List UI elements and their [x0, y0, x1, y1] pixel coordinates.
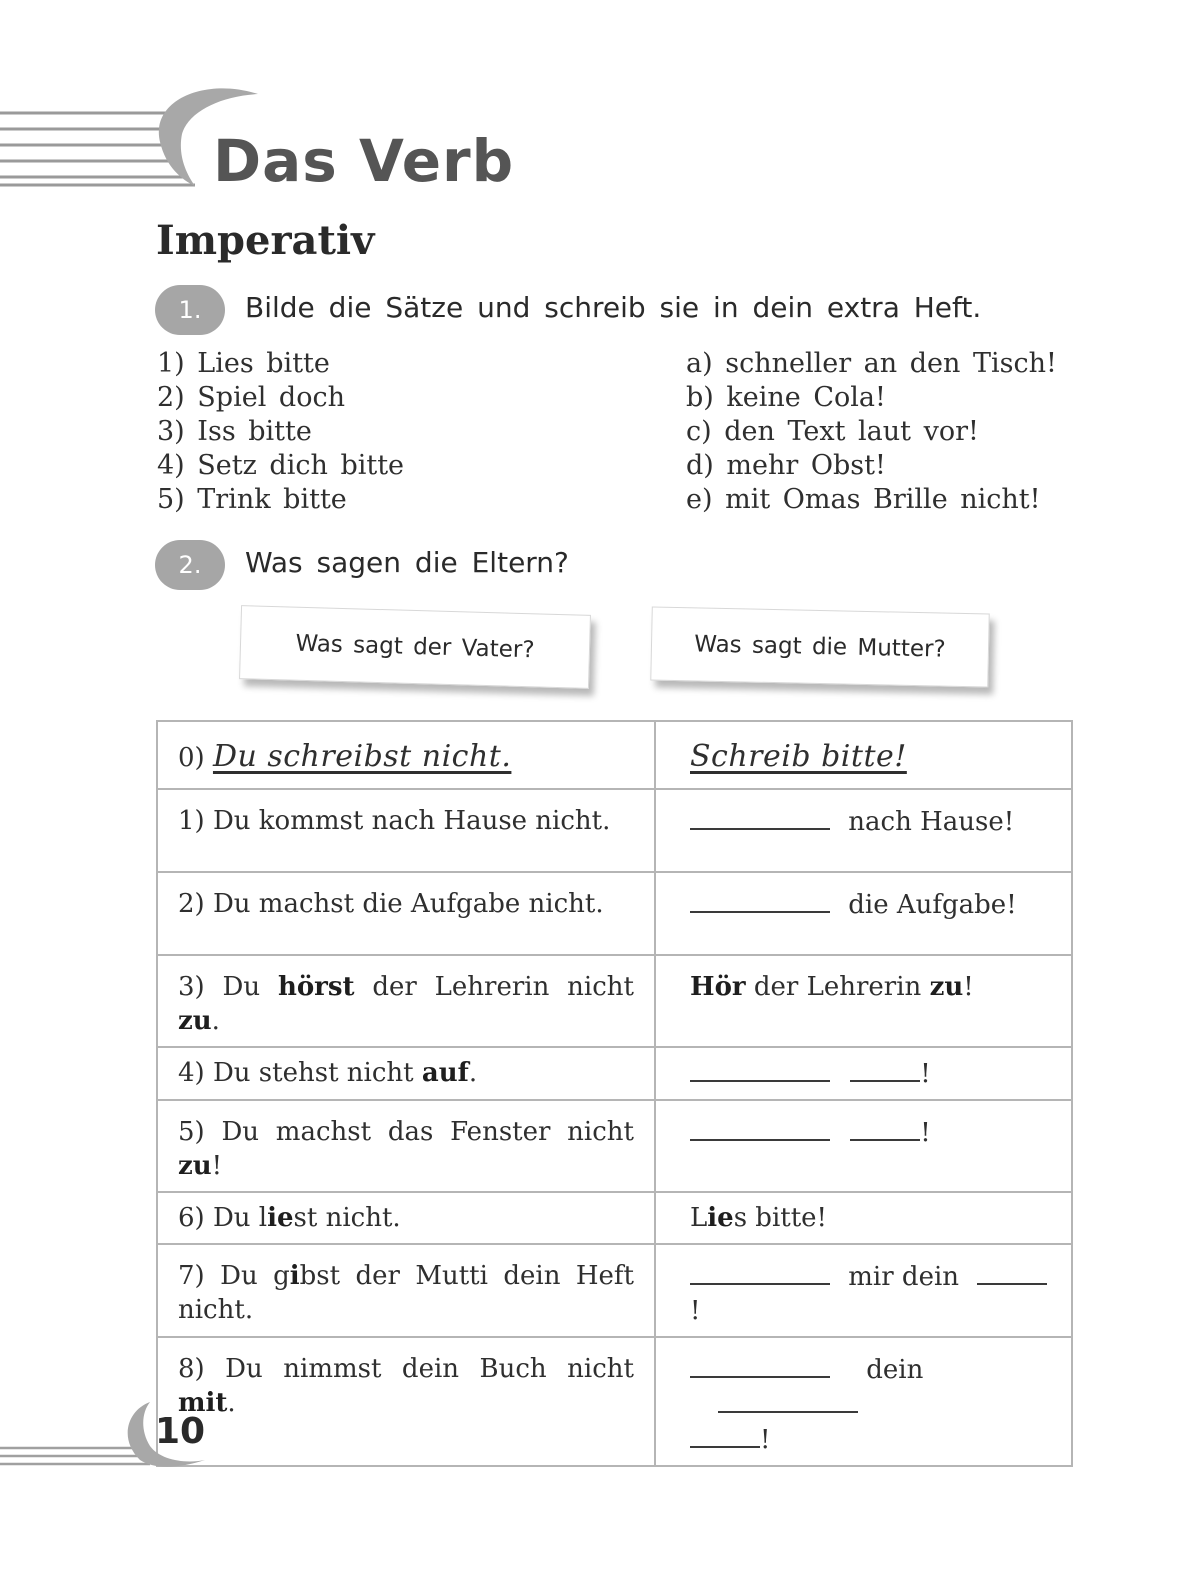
sentence-part: st nicht. [293, 1203, 401, 1233]
sentence-part: s bitte! [733, 1203, 827, 1233]
punctuation: ! [963, 972, 974, 1002]
card-mother [650, 606, 989, 687]
table-cell [655, 955, 1072, 1047]
table-row [157, 1337, 1072, 1466]
answer-blank[interactable] [977, 1259, 1047, 1285]
table-row [157, 721, 1072, 789]
sentence-part: bst der Mutti dein Heft nicht. [178, 1261, 634, 1325]
punctuation: ! [920, 1059, 931, 1089]
handwritten-answer: Schreib bitte! [690, 739, 907, 774]
table-cell [655, 872, 1072, 955]
table-row [157, 789, 1072, 872]
punctuation: . [227, 1388, 236, 1418]
table-cell [157, 1337, 655, 1466]
sentence-part: dein [866, 1355, 924, 1385]
sentence-part: 7) Du g [178, 1261, 290, 1291]
list-item: 3) Iss bitte [157, 416, 312, 447]
handwritten-example: Du schreibst nicht. [212, 739, 512, 774]
highlighted-verb: Hör [690, 972, 746, 1002]
sentence-part: 6) Du l [178, 1203, 268, 1233]
list-item: 2) Spiel doch [157, 382, 345, 413]
list-item: a) schneller an den Tisch! [686, 348, 1057, 379]
table-row [157, 1047, 1072, 1100]
punctuation: ! [760, 1425, 771, 1455]
answer-blank[interactable] [690, 887, 830, 913]
highlighted-particle: zu [178, 1151, 212, 1181]
answer-blank[interactable] [690, 1352, 830, 1378]
table-row [157, 1192, 1072, 1244]
answer-blank[interactable] [718, 1387, 858, 1413]
list-item: b) keine Cola! [686, 382, 886, 413]
sentence-part: der Lehrerin [753, 972, 922, 1002]
table-cell [157, 721, 655, 789]
punctuation: ! [690, 1296, 701, 1326]
exercise-2-number-badge: 2. [155, 540, 225, 590]
answer-blank[interactable] [690, 1259, 830, 1285]
card-father-label: Was sagt der Vater? [295, 630, 535, 664]
table-row [157, 1244, 1072, 1337]
list-item: 5) Trink bitte [157, 484, 347, 515]
highlighted-stem: ie [267, 1203, 294, 1233]
answer-blank[interactable] [850, 1056, 920, 1082]
table-row [157, 872, 1072, 955]
answer-blank[interactable] [690, 804, 830, 830]
answer-blank[interactable] [850, 1115, 920, 1141]
punctuation: ! [211, 1151, 223, 1181]
section-title: Imperativ [156, 217, 375, 264]
punctuation: . [468, 1058, 478, 1088]
highlighted-particle: auf [421, 1058, 469, 1088]
sentence-part: L [690, 1203, 708, 1233]
page-title: Das Verb [213, 127, 515, 195]
table-cell [157, 1244, 655, 1337]
table-cell [655, 1047, 1072, 1100]
highlighted-verb: hörst [277, 972, 355, 1002]
table-cell [655, 789, 1072, 872]
table-cell [157, 955, 655, 1047]
table-row [157, 1100, 1072, 1192]
sentence-part: 3) Du [178, 972, 261, 1002]
list-item: d) mehr Obst! [686, 450, 886, 481]
highlighted-particle: mit [178, 1388, 228, 1418]
list-item: 1) Lies bitte [157, 348, 330, 379]
table-cell [655, 721, 1072, 789]
table-cell [655, 1337, 1072, 1466]
row-number: 0) [178, 743, 205, 773]
table-cell [157, 1047, 655, 1100]
sentence-part: 5) Du machst das Fenster nicht [178, 1117, 634, 1147]
answer-text: die Aufgabe! [848, 890, 1017, 920]
sentence-part: 8) Du nimmst dein Buch nicht [178, 1354, 634, 1384]
table-cell [655, 1244, 1072, 1337]
highlighted-stem: ie [707, 1203, 734, 1233]
list-item: c) den Text laut vor! [686, 416, 979, 447]
exercise-1-number-badge: 1. [155, 285, 225, 335]
sentence-part: der Lehrerin nicht [372, 972, 634, 1002]
card-mother-label: Was sagt die Mutter? [694, 631, 946, 663]
highlighted-particle: zu [178, 1006, 212, 1036]
exercise-1-instruction: Bilde die Sätze und schreib sie in dein extra Heft. [245, 291, 982, 324]
sentence-part: 4) Du stehst nicht [178, 1058, 414, 1088]
page-number: 10 [155, 1411, 206, 1452]
answer-blank[interactable] [690, 1056, 830, 1082]
table-cell: 2) Du machst die Aufgabe nicht. [157, 872, 655, 955]
table-cell [157, 1192, 655, 1244]
table-cell [655, 1100, 1072, 1192]
sentence-part: mir dein [848, 1262, 960, 1292]
exercise-1-left-list [157, 347, 404, 517]
answer-blank[interactable] [690, 1115, 830, 1141]
table-cell: 1) Du kommst nach Hause nicht. [157, 789, 655, 872]
exercise-1-right-list [686, 347, 1057, 517]
answer-blank[interactable] [690, 1422, 760, 1448]
list-item: e) mit Omas Brille nicht! [686, 484, 1041, 515]
highlighted-particle: zu [929, 972, 964, 1002]
highlighted-stem: i [289, 1261, 300, 1291]
punctuation: . [211, 1006, 220, 1036]
exercise-2-instruction: Was sagen die Eltern? [245, 546, 569, 579]
list-item: 4) Setz dich bitte [157, 450, 405, 481]
punctuation: ! [920, 1118, 931, 1148]
answer-text: nach Hause! [848, 807, 1015, 837]
card-father [239, 605, 591, 689]
exercise-2-table [156, 720, 1073, 1467]
table-cell [655, 1192, 1072, 1244]
table-row [157, 955, 1072, 1047]
table-cell [157, 1100, 655, 1192]
